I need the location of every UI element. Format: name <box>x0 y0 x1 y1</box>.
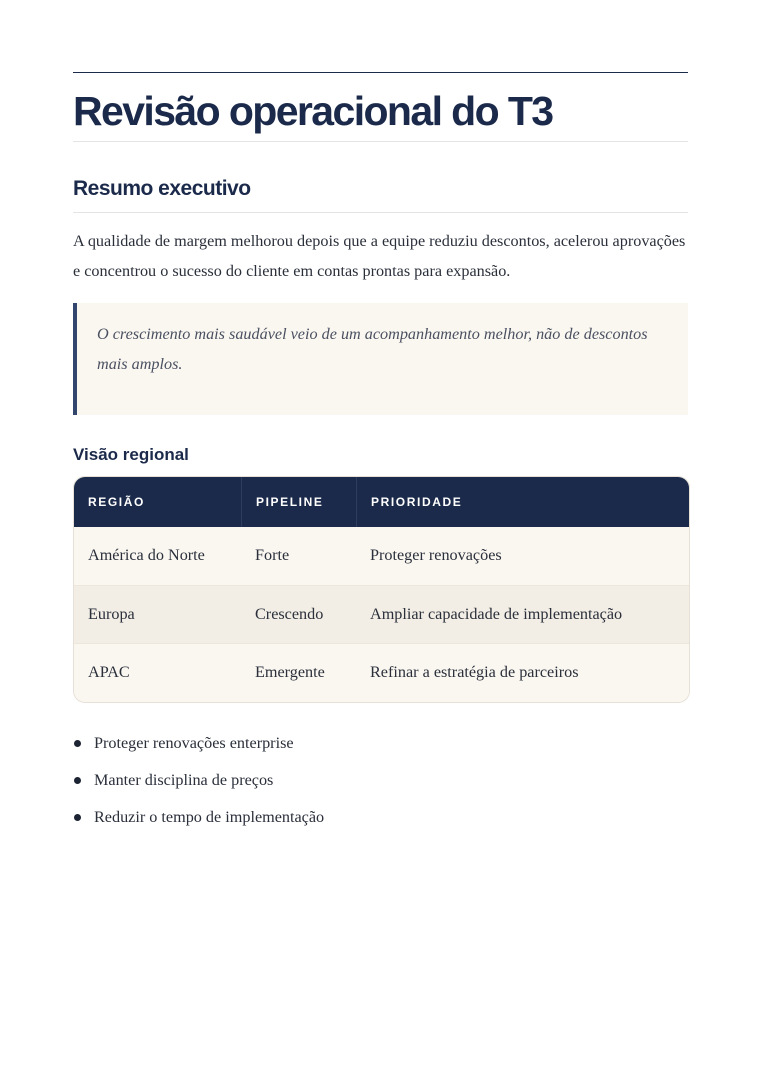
section-heading-summary: Resumo executivo <box>73 177 251 200</box>
pull-quote <box>73 303 688 415</box>
bullet-icon <box>74 814 81 821</box>
section-heading-regional: Visão regional <box>73 445 189 464</box>
list-item-text: Proteger renovações enterprise <box>94 733 294 752</box>
cell-pipeline: Emergente <box>255 663 325 681</box>
cell-priority: Refinar a estratégia de parceiros <box>370 663 579 681</box>
bullet-list <box>73 725 688 836</box>
document-page <box>73 72 688 836</box>
cell-pipeline: Crescendo <box>255 604 324 623</box>
bullet-icon <box>74 740 81 747</box>
cell-priority: Proteger renovações <box>370 546 502 564</box>
page-title: Revisão operacional do T3 <box>73 88 553 134</box>
table-row <box>74 527 689 585</box>
bullet-icon <box>74 777 81 784</box>
title-divider <box>73 141 688 142</box>
table-row <box>74 643 689 702</box>
top-rule <box>73 72 688 73</box>
cell-pipeline: Forte <box>255 546 290 564</box>
list-item-text: Reduzir o tempo de implementação <box>94 807 325 826</box>
cell-region: Europa <box>88 604 135 623</box>
cell-priority: Ampliar capacidade de implementação <box>370 604 623 623</box>
table-row <box>74 585 689 644</box>
list-item <box>73 725 688 762</box>
section-divider <box>73 212 688 213</box>
cell-region: América do Norte <box>88 546 205 564</box>
pull-quote-text: O crescimento mais saudável veio de um acompanhamento melhor, não de descontos mais amplos. <box>97 325 648 373</box>
regional-table <box>73 476 690 703</box>
table-header <box>74 477 689 527</box>
list-item <box>73 762 688 799</box>
cell-region: APAC <box>88 663 130 681</box>
summary-paragraph: A qualidade de margem melhorou depois que a equipe reduziu descontos, acelerou aprovações e concentrou o sucesso do cliente em contas prontas para expansão. <box>73 232 686 280</box>
column-header-region: REGIÃO <box>88 495 145 509</box>
list-item <box>73 799 688 836</box>
column-header-pipeline: PIPELINE <box>241 477 356 527</box>
list-item-text: Manter disciplina de preços <box>94 770 274 789</box>
column-header-priority: PRIORIDADE <box>356 477 689 527</box>
